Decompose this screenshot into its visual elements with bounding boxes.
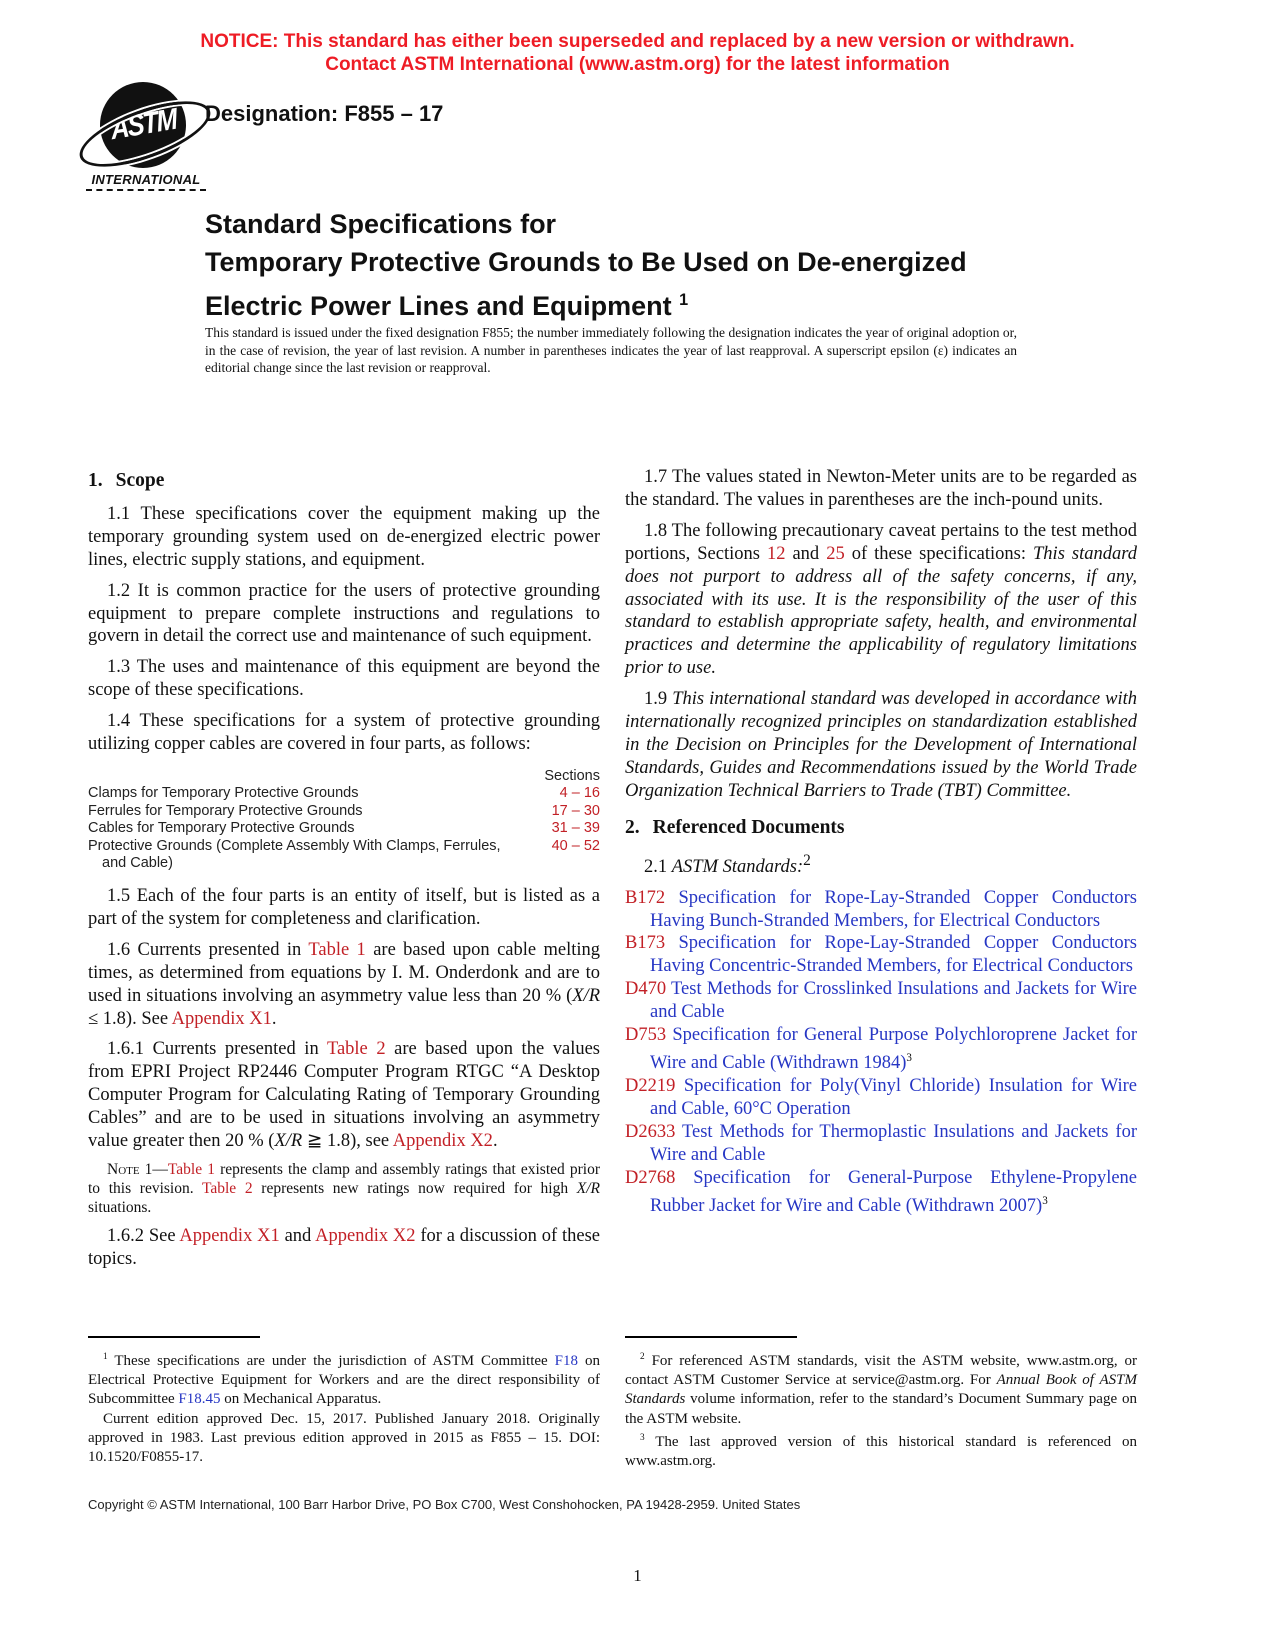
footnote-2: $^2$ For referenced ASTM standards, visit the ASTM website, www.astm.org, or contact ASTM Customer Service at service@astm.org. For Annual Book of ASTM Standards volume information, refer to the standard’s Document Summary page on the ASTM website. <box>625 1352 1138 1427</box>
footnote-rule <box>88 1336 260 1338</box>
table-row: Ferrules for Temporary Protective Grounds 17 – 30 <box>88 802 600 819</box>
standard-title-link[interactable]: Specification for Poly(Vinyl Chloride) Insulation for Wire and Cable, 60°C Operation <box>650 1076 1138 1119</box>
footnote-2-ref[interactable]: 2 <box>803 851 811 869</box>
link-standard-b173[interactable]: B173 <box>625 933 666 954</box>
paragraph-1-1: 1.1 These specifications cover the equipment making up the temporary grounding system used on de-energized electric power lines, electric supply stations, and equipment. <box>88 503 600 570</box>
list-item <box>625 1075 1137 1121</box>
standard-title-link[interactable]: Specification for Rope-Lay-Stranded Copper Conductors Having Concentric-Stranded Members, for Electrical Conductors <box>650 933 1137 977</box>
standard-title-link[interactable]: Specification for General-Purpose Ethylene-Propylene Rubber Jacket for Wire and Cable (Withdrawn 2007) <box>650 1167 1138 1216</box>
referenced-standards-list <box>625 887 1137 1218</box>
section-range-link[interactable]: 31 – 39 <box>551 820 600 837</box>
link-standard-b172[interactable]: B172 <box>625 887 666 908</box>
title-footnote-ref[interactable]: 1 <box>679 291 689 309</box>
paragraph-1-3: 1.3 The uses and maintenance of this equipment are beyond the scope of these specifications. <box>88 657 600 701</box>
right-column <box>625 466 1137 1218</box>
title-line-2: Temporary Protective Grounds to Be Used on De-energized <box>205 247 967 277</box>
standard-title <box>205 205 1065 325</box>
footnote-block-left <box>88 1336 600 1467</box>
section-range-link[interactable]: 40 – 52 <box>551 837 600 854</box>
footnote-1-edition: Current edition approved Dec. 15, 2017. Published January 2018. Originally approved in 1983. Last previous edition approved in 2015 as F855 – 15. DOI: 10.1520/F0855-17. <box>88 1410 600 1466</box>
title-line-3: Electric Power Lines and Equipment $^1$ <box>205 291 689 321</box>
paragraph-1-6-1: 1.6.1 Currents presented in Table 2 are based upon the values from EPRI Project RP2446 Computer Program RTGC “A Desktop Computer Program for Calculating Rating of Temporary Grounding Cables” and are to be used in situations involving an asymmetry value greater then 20 % (X/R ≧ 1.8), see Appendix X2. <box>88 1039 600 1152</box>
copyright-line: Copyright © ASTM International, 100 Barr Harbor Drive, PO Box C700, West Conshohocken, PA 19428-2959. United States <box>88 1497 801 1512</box>
table-row: Clamps for Temporary Protective Grounds 4 – 16 <box>88 785 600 802</box>
link-table-2[interactable]: Table 2 <box>326 1039 386 1060</box>
link-standard-d2768[interactable]: D2768 <box>625 1167 676 1188</box>
issued-statement: This standard is issued under the fixed designation F855; the number immediately following the designation indicates the year of original adoption or, in the case of revision, the year of last revision. A number in parentheses indicates the year of last reapproval. A superscript epsilon (ε) indicates an editorial change since the last revision or reapproval. <box>205 325 1017 375</box>
paragraph-1-2: 1.2 It is common practice for the users of protective grounding equipment to prepare complete instructions and regulations to govern in detail the correct use and maintenance of such equipment. <box>88 580 600 647</box>
link-standard-d2219[interactable]: D2219 <box>625 1076 676 1097</box>
paragraph-1-8: 1.8 The following precautionary caveat pertains to the test method portions, Sections 12 and 25 of these specifications: This standard does not purport to address all of the safety concerns, if any, associated with its use. It is the responsibility of the user of this standard to establish appropriate safety, health, and environmental practices and determine the applicability of regulatory limitations prior to use. <box>625 520 1138 679</box>
paragraph-1-7: 1.7 The values stated in Newton-Meter units are to be regarded as the standard. The values in parentheses are the inch-pound units. <box>625 467 1137 510</box>
link-standard-d470[interactable]: D470 <box>625 979 667 1000</box>
footnote-3-ref[interactable]: 3 <box>1042 1194 1048 1207</box>
section-1-heading: 1. Scope <box>88 470 165 491</box>
paragraph-1-6-2: 1.6.2 See Appendix X1 and Appendix X2 for a discussion of these topics. <box>88 1226 600 1270</box>
section-range-link[interactable]: 4 – 16 <box>559 785 600 802</box>
footnote-3: $^3$ The last approved version of this historical standard is referenced on www.astm.org. <box>625 1432 1137 1470</box>
standard-title-link[interactable]: Specification for Rope-Lay-Stranded Copper Conductors Having Bunch-Stranded Members, for Electrical Conductors <box>650 887 1137 931</box>
standard-title-link[interactable]: Test Methods for Thermoplastic Insulations and Jackets for Wire and Cable <box>650 1121 1137 1165</box>
notice-line-1: NOTICE: This standard has either been superseded and replaced by a new version or withdrawn. <box>200 31 1075 52</box>
link-table-1[interactable]: Table 1 <box>308 939 366 960</box>
section-2-heading: 2. Referenced Documents <box>625 816 845 838</box>
paragraph-2-1: 2.1 ASTM Standards:$^2$ <box>644 851 811 877</box>
footnote-block-right <box>625 1336 1137 1471</box>
page-number: 1 <box>633 1566 642 1585</box>
designation-label: Designation: F855 – 17 <box>205 101 444 126</box>
left-column <box>88 466 600 1279</box>
astm-international-label: INTERNATIONAL <box>86 172 206 191</box>
astm-logo-text: ASTM <box>108 102 178 147</box>
link-section-12[interactable]: 12 <box>766 543 786 564</box>
link-committee-f18[interactable]: F18 <box>554 1353 579 1369</box>
list-item <box>625 1121 1137 1167</box>
paragraph-1-9: 1.9 This international standard was developed in accordance with internationally recognized principles on standardization established in the Decision on Principles for the Development of International Standards, Guides and Recommendations issued by the World Trade Organization Technical Barriers to Trade (TBT) Committee. <box>625 689 1138 801</box>
astm-logo <box>86 80 208 198</box>
list-item <box>625 932 1137 978</box>
footnote-rule <box>625 1336 797 1338</box>
standard-title-link[interactable]: Test Methods for Crosslinked Insulations and Jackets for Wire and Cable <box>650 979 1137 1023</box>
link-appendix-x2[interactable]: Appendix X2 <box>315 1226 416 1247</box>
link-appendix-x2[interactable]: Appendix X2 <box>392 1131 493 1152</box>
link-appendix-x1[interactable]: Appendix X1 <box>171 1008 272 1029</box>
paragraph-1-6: 1.6 Currents presented in Table 1 are based upon cable melting times, as determined from equations by I. M. Onderdonk and are to used in situations involving an asymmetry value less than 20 % (X/R ≤ 1.8). See Appendix X1. <box>88 939 601 1029</box>
sections-table <box>88 768 600 873</box>
notice-line-2: Contact ASTM International (www.astm.org) for the latest information <box>325 54 950 75</box>
list-item <box>625 1024 1137 1075</box>
paragraph-1-4: 1.4 These specifications for a system of protective grounding utilizing copper cables are covered in four parts, as follows: <box>88 711 600 755</box>
standard-title-link[interactable]: Specification for General Purpose Polychloroprene Jacket for Wire and Cable (Withdrawn 1984) <box>650 1025 1137 1074</box>
list-item <box>625 887 1137 933</box>
table-row: Cables for Temporary Protective Grounds 31 – 39 <box>88 820 600 837</box>
link-table-2[interactable]: Table 2 <box>201 1179 253 1197</box>
title-line-1: Standard Specifications for <box>205 209 557 239</box>
footnote-3-ref[interactable]: 3 <box>906 1052 912 1064</box>
list-item <box>625 1167 1137 1218</box>
footnote-1: $^1$ These specifications are under the jurisdiction of ASTM Committee F18 on Electrical Protective Equipment for Workers and are the direct responsibility of Subcommittee F18.45 on Mechanical Apparatus. <box>88 1352 601 1408</box>
link-appendix-x1[interactable]: Appendix X1 <box>179 1226 280 1247</box>
link-subcommittee-f18-45[interactable]: F18.45 <box>178 1391 221 1408</box>
list-item <box>625 978 1137 1024</box>
superseded-notice <box>0 30 1275 76</box>
section-range-link[interactable]: 17 – 30 <box>551 802 600 819</box>
link-table-1[interactable]: Table 1 <box>167 1160 215 1178</box>
link-standard-d753[interactable]: D753 <box>625 1025 667 1046</box>
sections-table-header: Sections <box>544 767 600 784</box>
link-section-25[interactable]: 25 <box>826 543 845 564</box>
note-1: Note 1—Table 1 represents the clamp and assembly ratings that existed prior to this revision. Table 2 represents new ratings now required for high X/R situations. <box>88 1160 600 1216</box>
table-row: Protective Grounds (Complete Assembly With Clamps, Ferrules, and Cable) 40 – 52 <box>88 837 600 872</box>
link-standard-d2633[interactable]: D2633 <box>625 1121 676 1142</box>
paragraph-1-5: 1.5 Each of the four parts is an entity of itself, but is listed as a part of the system for completeness and clarification. <box>88 885 600 929</box>
